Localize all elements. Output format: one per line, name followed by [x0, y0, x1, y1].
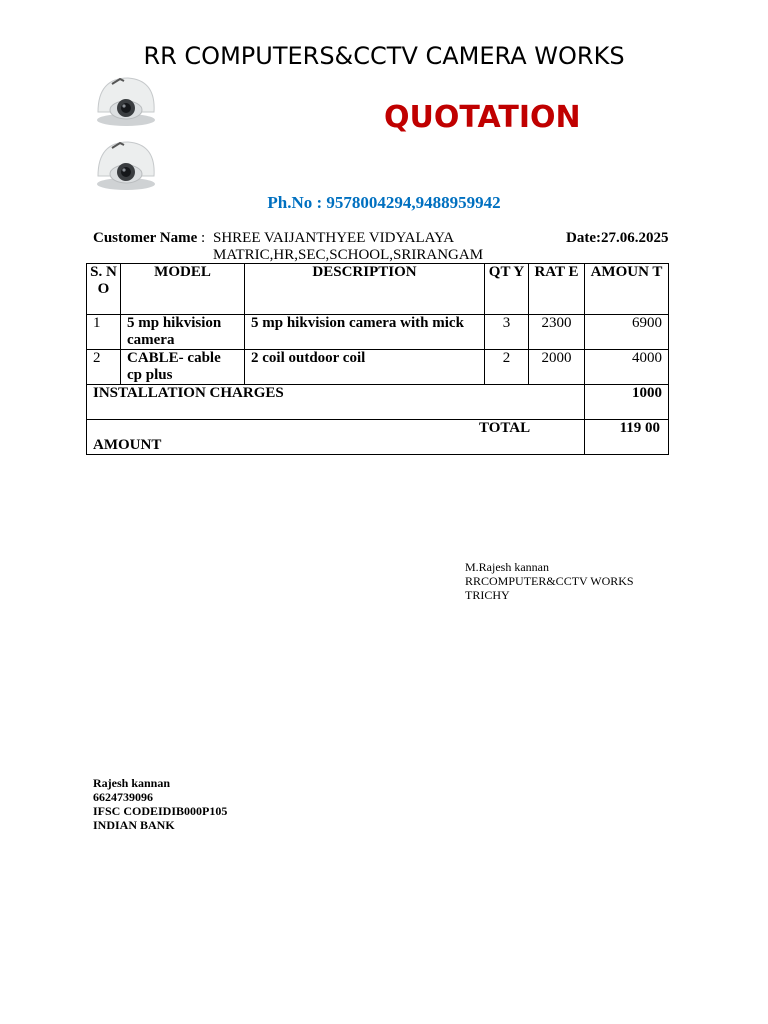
- customer-separator: :: [197, 230, 206, 246]
- total-label-line2: AMOUNT: [93, 437, 162, 453]
- cell-rate: 2000: [529, 350, 585, 385]
- cell-description: 5 mp hikvision camera with mick: [245, 315, 485, 350]
- signature-city: TRICHY: [465, 588, 510, 602]
- customer-name: [213, 230, 513, 264]
- table-row: [87, 350, 669, 385]
- bank-details: [93, 776, 227, 832]
- bank-account-number: 6624739096: [93, 790, 153, 804]
- table-header-row: [87, 264, 669, 315]
- installation-label: INSTALLATION CHARGES: [87, 385, 585, 420]
- bank-ifsc: IFSC CODEIDIB000P105: [93, 804, 228, 818]
- cell-sno: 2: [87, 350, 121, 385]
- col-header-description: DESCRIPTION: [245, 264, 485, 315]
- cell-model: 5 mp hikvision camera: [121, 315, 245, 350]
- cell-amount: 6900: [585, 315, 669, 350]
- total-amount: 119 00: [585, 420, 669, 455]
- cell-rate: 2300: [529, 315, 585, 350]
- col-header-sno: S. N O: [87, 264, 121, 315]
- bank-name: INDIAN BANK: [93, 818, 175, 832]
- col-header-qty: QT Y: [485, 264, 529, 315]
- installation-amount: 1000: [585, 385, 669, 420]
- customer-name-line2: MATRIC,HR,SEC,SCHOOL,SRIRANGAM: [213, 247, 484, 263]
- cell-qty: 3: [485, 315, 529, 350]
- cell-qty: 2: [485, 350, 529, 385]
- dome-camera-icon: [94, 72, 158, 128]
- company-title: RR COMPUTERS&CCTV CAMERA WORKS: [143, 42, 625, 70]
- quotation-date: Date:27.06.2025: [566, 230, 669, 246]
- cell-amount: 4000: [585, 350, 669, 385]
- dome-camera-icon: [94, 136, 158, 192]
- cell-model: CABLE- cable cp plus: [121, 350, 245, 385]
- signature-name: M.Rajesh kannan: [465, 560, 549, 574]
- signature-company: RRCOMPUTER&CCTV WORKS: [465, 574, 634, 588]
- signature-block: [465, 560, 634, 602]
- col-header-model: MODEL: [121, 264, 245, 315]
- phone-number: Ph.No : 9578004294,9488959942: [267, 193, 501, 212]
- cell-sno: 1: [87, 315, 121, 350]
- col-header-amount: AMOUN T: [585, 264, 669, 315]
- quotation-heading: QUOTATION: [384, 100, 581, 135]
- cell-description: 2 coil outdoor coil: [245, 350, 485, 385]
- customer-block: [93, 230, 563, 263]
- quotation-table: [86, 263, 669, 455]
- customer-label: Customer Name: [93, 230, 198, 246]
- total-row: [87, 420, 669, 455]
- bank-account-name: Rajesh kannan: [93, 776, 171, 790]
- table-row: [87, 315, 669, 350]
- col-header-rate: RAT E: [529, 264, 585, 315]
- installation-row: [87, 385, 669, 420]
- total-label: [87, 420, 585, 455]
- total-label-line1: TOTAL: [479, 420, 531, 436]
- customer-name-line1: SHREE VAIJANTHYEE VIDYALAYA: [213, 230, 455, 246]
